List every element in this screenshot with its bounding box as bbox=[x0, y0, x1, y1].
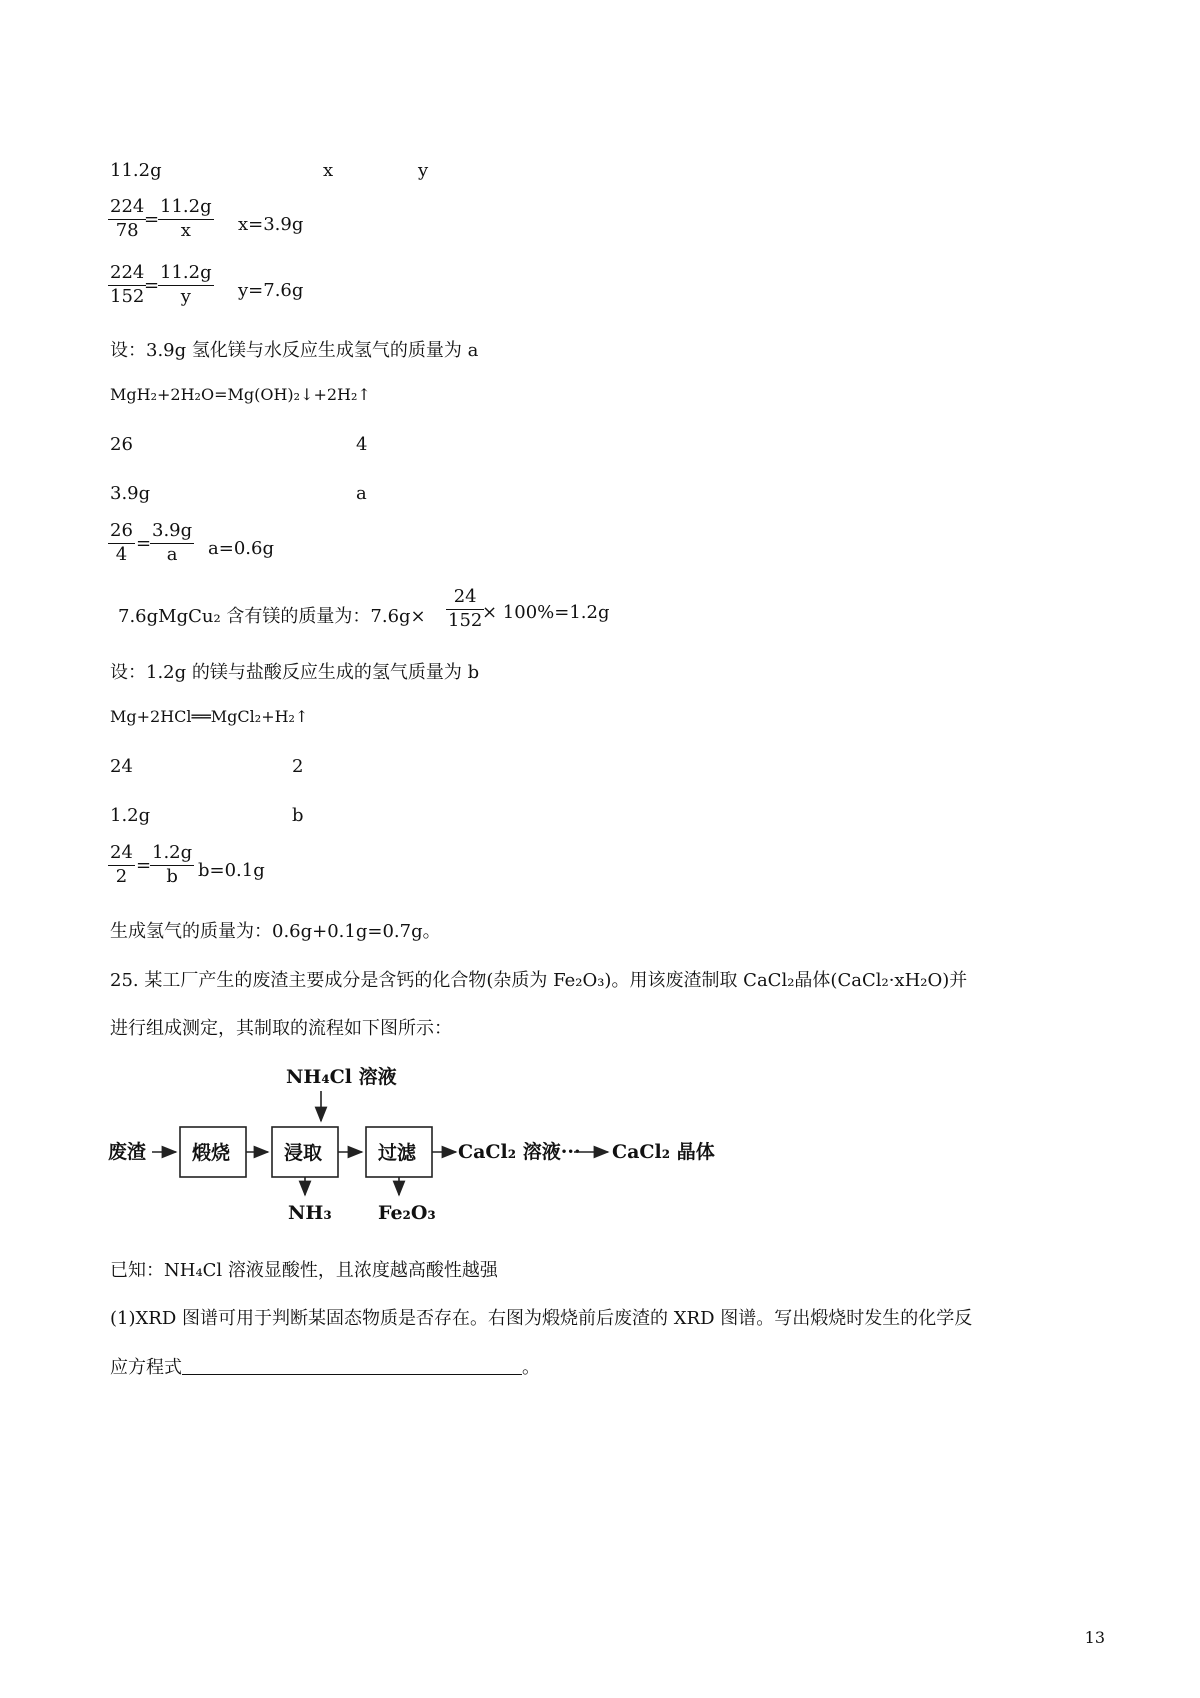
numerator: 24 bbox=[446, 586, 484, 610]
mass-row-1 bbox=[110, 160, 162, 181]
numerator: 24 bbox=[108, 842, 135, 866]
step-calcination-label: 煅烧 bbox=[192, 1142, 231, 1164]
numerator: 224 bbox=[108, 262, 146, 286]
mass-4: 4 bbox=[356, 434, 368, 455]
denominator: 4 bbox=[115, 543, 128, 565]
denominator: 152 bbox=[448, 609, 483, 631]
mass-24: 24 bbox=[110, 756, 133, 777]
reagent-nh4cl-label: NH₄Cl 溶液 bbox=[286, 1066, 397, 1088]
mass-2: 2 bbox=[292, 756, 304, 777]
denominator: y bbox=[180, 285, 191, 307]
equation-mg-hcl: Mg+2HCl══MgCl₂+H₂↑ bbox=[110, 707, 309, 726]
statement-mgcu2-post: × 100%=1.2g bbox=[482, 602, 610, 623]
result-y: y=7.6g bbox=[238, 280, 304, 301]
value-3-9g: 3.9g bbox=[110, 483, 151, 504]
fraction-24-152 bbox=[446, 586, 484, 632]
statement-hydride: 设：3.9g 氢化镁与水反应生成氢气的质量为 a bbox=[110, 340, 479, 361]
equals-sign: = bbox=[144, 209, 160, 230]
var-y: y bbox=[418, 160, 429, 181]
numerator: 224 bbox=[108, 196, 146, 220]
fraction-11-2g-x bbox=[158, 196, 214, 242]
byproduct-nh3-label: NH₃ bbox=[288, 1202, 332, 1224]
page-number: 13 bbox=[1084, 1628, 1105, 1647]
denominator: a bbox=[166, 543, 178, 565]
value-1-2g: 1.2g bbox=[110, 805, 151, 826]
equals-sign: = bbox=[136, 533, 152, 554]
denominator: 78 bbox=[115, 219, 139, 241]
fraction-3-9g-a bbox=[150, 520, 194, 566]
process-flow-diagram bbox=[108, 1055, 768, 1225]
denominator: x bbox=[180, 219, 191, 241]
input-waste-label: 废渣 bbox=[108, 1141, 147, 1163]
known-condition: 已知：NH₄Cl 溶液显酸性，且浓度越高酸性越强 bbox=[110, 1260, 498, 1281]
fraction-224-152 bbox=[108, 262, 146, 308]
question-25-line2: 进行组成测定，其制取的流程如下图所示： bbox=[110, 1018, 452, 1039]
output-cacl2-solution-label: CaCl₂ 溶液··· bbox=[458, 1141, 581, 1163]
fraction-26-4 bbox=[108, 520, 135, 566]
part-1-suffix: 。 bbox=[522, 1357, 540, 1378]
result-b: b=0.1g bbox=[198, 860, 265, 881]
denominator: b bbox=[166, 865, 178, 887]
step-leaching-label: 浸取 bbox=[284, 1142, 323, 1164]
var-b: b bbox=[292, 805, 304, 826]
equation-mgh2: MgH₂+2H₂O=Mg(OH)₂↓+2H₂↑ bbox=[110, 385, 371, 404]
numerator: 11.2g bbox=[158, 196, 214, 220]
numerator: 26 bbox=[108, 520, 135, 544]
statement-mgcu2-pre: 7.6gMgCu₂ 含有镁的质量为：7.6g× bbox=[118, 606, 426, 627]
part-1-prefix: 应方程式 bbox=[110, 1357, 182, 1378]
numerator: 3.9g bbox=[150, 520, 194, 544]
byproduct-fe2o3-label: Fe₂O₃ bbox=[378, 1202, 436, 1224]
denominator: 2 bbox=[115, 865, 128, 887]
numerator: 11.2g bbox=[158, 262, 214, 286]
fraction-1-2g-b bbox=[150, 842, 194, 888]
step-filtration-label: 过滤 bbox=[378, 1142, 417, 1164]
mass-26: 26 bbox=[110, 434, 133, 455]
output-cacl2-crystal-label: CaCl₂ 晶体 bbox=[612, 1141, 715, 1163]
answer-blank[interactable] bbox=[182, 1358, 522, 1375]
part-1-line1: (1)XRD 图谱可用于判断某固态物质是否存在。右图为煅烧前后废渣的 XRD 图谱。写出煅烧时发生的化学反 bbox=[110, 1308, 973, 1329]
fraction-224-78 bbox=[108, 196, 146, 242]
equals-sign: = bbox=[136, 855, 152, 876]
statement-total-hydrogen: 生成氢气的质量为：0.6g+0.1g=0.7g。 bbox=[110, 921, 441, 942]
numerator: 1.2g bbox=[150, 842, 194, 866]
denominator: 152 bbox=[110, 285, 145, 307]
var-a: a bbox=[356, 483, 367, 504]
equals-sign: = bbox=[144, 275, 160, 296]
question-25-line1: 25. 某工厂产生的废渣主要成分是含钙的化合物(杂质为 Fe₂O₃)。用该废渣制取 CaCl₂晶体(CaCl₂·xH₂O)并 bbox=[110, 970, 968, 991]
part-1-line2 bbox=[110, 1353, 540, 1379]
value-11-2g: 11.2g bbox=[110, 160, 162, 181]
result-x: x=3.9g bbox=[238, 214, 304, 235]
result-a: a=0.6g bbox=[208, 538, 274, 559]
statement-magnesium: 设：1.2g 的镁与盐酸反应生成的氢气质量为 b bbox=[110, 662, 480, 683]
fraction-24-2 bbox=[108, 842, 135, 888]
fraction-11-2g-y bbox=[158, 262, 214, 308]
var-x: x bbox=[323, 160, 334, 181]
